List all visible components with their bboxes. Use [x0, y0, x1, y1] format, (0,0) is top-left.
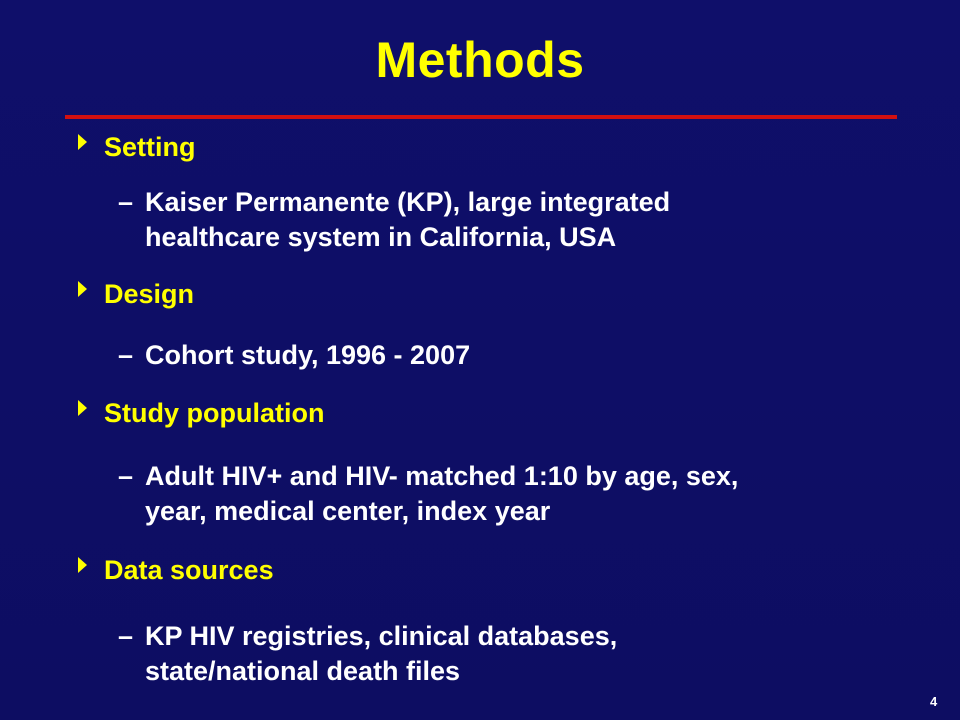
bullet-heading: Data sources	[104, 555, 274, 585]
detail-text	[145, 185, 885, 255]
detail-text	[145, 619, 885, 689]
detail-text	[145, 459, 885, 529]
bullet-heading: Design	[104, 279, 195, 309]
dash-marker: –	[118, 340, 134, 370]
detail-line: KP HIV registries, clinical databases,	[145, 621, 618, 651]
detail-line: healthcare system in California, USA	[145, 222, 617, 252]
bullet-arrow-icon	[78, 134, 87, 150]
detail-line: state/national death files	[145, 656, 461, 686]
title-divider	[65, 115, 897, 119]
detail-line: Cohort study, 1996 - 2007	[145, 340, 471, 370]
bullet-arrow-icon	[78, 557, 87, 573]
detail-line: year, medical center, index year	[145, 496, 551, 526]
detail-line: Adult HIV+ and HIV- matched 1:10 by age, sex,	[145, 461, 739, 491]
bullet-arrow-icon	[78, 281, 87, 297]
detail-text	[145, 338, 885, 373]
detail-line: Kaiser Permanente (KP), large integrated	[145, 187, 671, 217]
bullet-heading: Study population	[104, 398, 325, 428]
bullet-heading: Setting	[104, 132, 196, 162]
dash-marker: –	[118, 461, 134, 491]
page-number: 4	[930, 694, 938, 709]
dash-marker: –	[118, 621, 134, 651]
dash-marker: –	[118, 187, 134, 217]
slide-title: Methods	[375, 32, 585, 88]
bullet-arrow-icon	[78, 400, 87, 416]
